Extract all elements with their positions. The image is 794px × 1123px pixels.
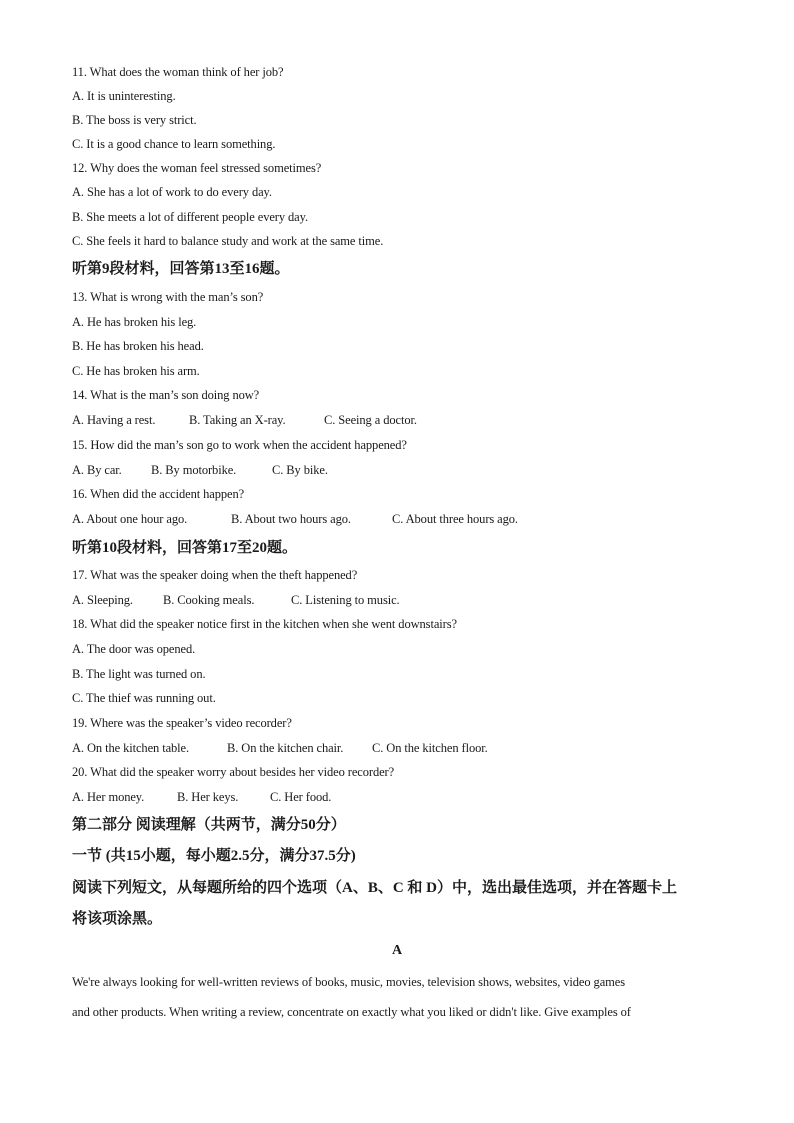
option-17-b: B. Cooking meals. (163, 593, 255, 607)
option-19-b: B. On the kitchen chair. (227, 741, 344, 755)
option-18-a: A. The door was opened. (72, 642, 196, 656)
option-17-a: A. Sleeping. (72, 593, 133, 607)
question-11: 11. What does the woman think of her job? (72, 65, 284, 79)
option-11-a: A. It is uninteresting. (72, 89, 176, 103)
section-1-title: 一节 (共15小题，每小题2.5分，满分37.5分) (72, 848, 356, 864)
question-19: 19. Where was the speaker’s video recorder? (72, 716, 292, 730)
option-17-c: C. Listening to music. (291, 593, 400, 607)
question-13: 13. What is wrong with the man’s son? (72, 290, 264, 304)
option-12-c: C. She feels it hard to balance study and work at the same time. (72, 234, 384, 248)
part-2-title: 第二部分 阅读理解（共两节，满分50分） (72, 817, 346, 833)
option-16-b: B. About two hours ago. (231, 512, 351, 526)
option-20-a: A. Her money. (72, 790, 145, 804)
option-11-c: C. It is a good chance to learn something. (72, 137, 276, 151)
options-20 (72, 789, 331, 805)
question-18: 18. What did the speaker notice first in the kitchen when she went downstairs? (72, 617, 457, 631)
option-18-b: B. The light was turned on. (72, 667, 206, 681)
option-14-a: A. Having a rest. (72, 413, 156, 427)
option-20-b: B. Her keys. (177, 790, 239, 804)
instruction-line-1: 阅读下列短文，从每题所给的四个选项（A、B、C 和 D）中，选出最佳选项，并在答题卡上 (72, 880, 678, 896)
option-16-c: C. About three hours ago. (392, 512, 518, 526)
option-15-a: A. By car. (72, 463, 122, 477)
question-15: 15. How did the man’s son go to work when the accident happened? (72, 438, 407, 452)
option-15-c: C. By bike. (272, 463, 328, 477)
question-17: 17. What was the speaker doing when the theft happened? (72, 568, 358, 582)
question-20: 20. What did the speaker worry about besides her video recorder? (72, 765, 395, 779)
passage-line-1: We're always looking for well-written reviews of books, music, movies, television shows, websites, video games (72, 975, 625, 989)
options-14 (72, 412, 417, 428)
option-20-c: C. Her food. (270, 790, 332, 804)
option-15-b: B. By motorbike. (151, 463, 237, 477)
passage-line-2: and other products. When writing a review, concentrate on exactly what you liked or didn't like. Give examples of (72, 1005, 631, 1019)
option-12-b: B. She meets a lot of different people every day. (72, 210, 308, 224)
options-15 (72, 462, 328, 478)
option-13-b: B. He has broken his head. (72, 339, 204, 353)
option-16-a: A. About one hour ago. (72, 512, 188, 526)
options-16 (72, 511, 518, 527)
section-heading-10: 听第10段材料，回答第17至20题。 (72, 540, 298, 556)
option-14-b: B. Taking an X-ray. (189, 413, 286, 427)
option-19-a: A. On the kitchen table. (72, 741, 190, 755)
question-16: 16. When did the accident happen? (72, 487, 245, 501)
option-13-a: A. He has broken his leg. (72, 315, 197, 329)
option-12-a: A. She has a lot of work to do every day. (72, 185, 272, 199)
option-14-c: C. Seeing a doctor. (324, 413, 417, 427)
section-heading-9: 听第9段材料，回答第13至16题。 (72, 261, 290, 277)
instruction-line-2: 将该项涂黑。 (72, 911, 163, 927)
options-19 (72, 740, 488, 756)
option-13-c: C. He has broken his arm. (72, 364, 200, 378)
options-17 (72, 592, 400, 608)
passage-label: A (391, 943, 403, 958)
option-11-b: B. The boss is very strict. (72, 113, 197, 127)
option-19-c: C. On the kitchen floor. (372, 741, 488, 755)
option-18-c: C. The thief was running out. (72, 691, 216, 705)
question-12: 12. Why does the woman feel stressed sometimes? (72, 161, 322, 175)
question-14: 14. What is the man’s son doing now? (72, 388, 260, 402)
